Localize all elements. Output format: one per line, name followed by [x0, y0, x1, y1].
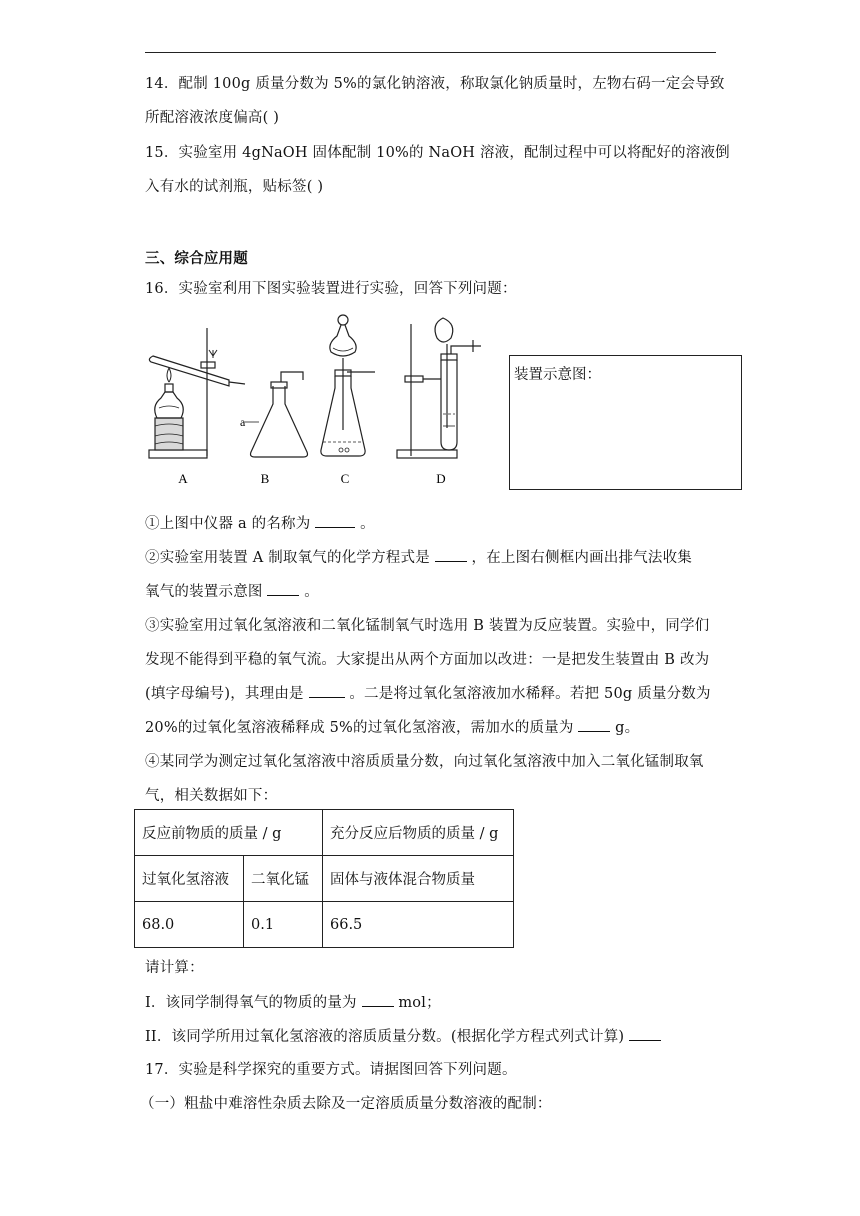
q16-stem: 16．实验室利用下图实验装置进行实验，回答下列问题：: [145, 281, 517, 297]
answer-blank[interactable]: [629, 1028, 661, 1041]
table-cell: 过氧化氢溶液: [135, 856, 244, 902]
q16-p2-line2: 氧气的装置示意图 。: [145, 584, 319, 600]
q16-p3-line2: 发现不能得到平稳的氧气流。大家提出从两个方面加以改进：一是把发生装置由 B 改为: [145, 652, 710, 668]
answer-blank[interactable]: [435, 549, 467, 562]
answer-blank[interactable]: [309, 685, 345, 698]
q16-p1: ①上图中仪器 a 的名称为 。: [145, 516, 375, 532]
section-title: 三、综合应用题: [145, 250, 248, 267]
q16-p4-line1: ④某同学为测定过氧化氢溶液中溶质质量分数，向过氧化氢溶液中加入二氧化锰制取氧: [145, 754, 704, 770]
apparatus-b: [245, 372, 308, 457]
calc-label: 请计算：: [145, 960, 204, 976]
q16-i1: I．该同学制得氧气的物质的量为 mol；: [145, 995, 441, 1011]
q14-line1: 14．配制 100g 质量分数为 5%的氯化钠溶液，称取氯化钠质量时，左物右码一定会导致: [145, 76, 725, 92]
table-cell: 固体与液体混合物质量: [323, 856, 514, 902]
apparatus-a: [149, 328, 245, 458]
table-cell: 68.0: [135, 902, 244, 948]
sketch-box: [509, 355, 742, 490]
table-row: [135, 902, 514, 948]
q16-p4-line2: 气，相关数据如下：: [145, 788, 278, 804]
q15-line2: 入有水的试剂瓶，贴标签( ): [145, 179, 324, 195]
q16-p3-line1: ③实验室用过氧化氢溶液和二氧化锰制氧气时选用 B 装置为反应装置。实验中，同学们: [145, 618, 710, 634]
table-row: [135, 810, 514, 856]
q16-p3-line3: (填字母编号)，其理由是 。二是将过氧化氢溶液加水稀释。若把 50g 质量分数为: [145, 686, 711, 702]
answer-blank[interactable]: [315, 515, 355, 528]
q16-i2: II．该同学所用过氧化氢溶液的溶质质量分数。(根据化学方程式列式计算): [145, 1025, 661, 1046]
answer-blank[interactable]: [578, 719, 610, 732]
label-b: B: [260, 471, 270, 486]
answer-blank[interactable]: [267, 583, 299, 596]
q17-sub1: （一）粗盐中难溶性杂质去除及一定溶质质量分数溶液的配制：: [140, 1096, 552, 1112]
label-d: D: [436, 471, 446, 486]
instrument-a-label: a: [240, 415, 246, 429]
label-c: C: [340, 471, 350, 486]
data-table: [134, 809, 514, 948]
apparatus-figure: [145, 310, 500, 495]
table-cell: 二氧化锰: [244, 856, 323, 902]
label-a: A: [178, 471, 188, 486]
table-row: [135, 856, 514, 902]
q15-line1: 15．实验室用 4gNaOH 固体配制 10%的 NaOH 溶液，配制过程中可以将配好的溶液倒: [145, 145, 730, 161]
q16-p3-line4: 20%的过氧化氢溶液稀释成 5%的过氧化氢溶液，需加水的质量为 g。: [145, 720, 640, 736]
table-header-after: 充分反应后物质的质量 / g: [323, 810, 514, 856]
table-cell: 66.5: [323, 902, 514, 948]
table-cell: 0.1: [244, 902, 323, 948]
sketch-box-label: 装置示意图：: [514, 367, 601, 383]
apparatus-d: [397, 318, 481, 458]
q14-line2: 所配溶液浓度偏高( ): [145, 110, 280, 126]
answer-blank[interactable]: [362, 994, 394, 1007]
header-rule: [145, 52, 716, 53]
q16-p2-line1: ②实验室用装置 A 制取氧气的化学方程式是 ，在上图右侧框内画出排气法收集: [145, 550, 693, 566]
q17-stem: 17．实验是科学探究的重要方式。请据图回答下列问题。: [145, 1062, 517, 1078]
table-header-before: 反应前物质的质量 / g: [135, 810, 323, 856]
apparatus-c: [321, 315, 375, 456]
